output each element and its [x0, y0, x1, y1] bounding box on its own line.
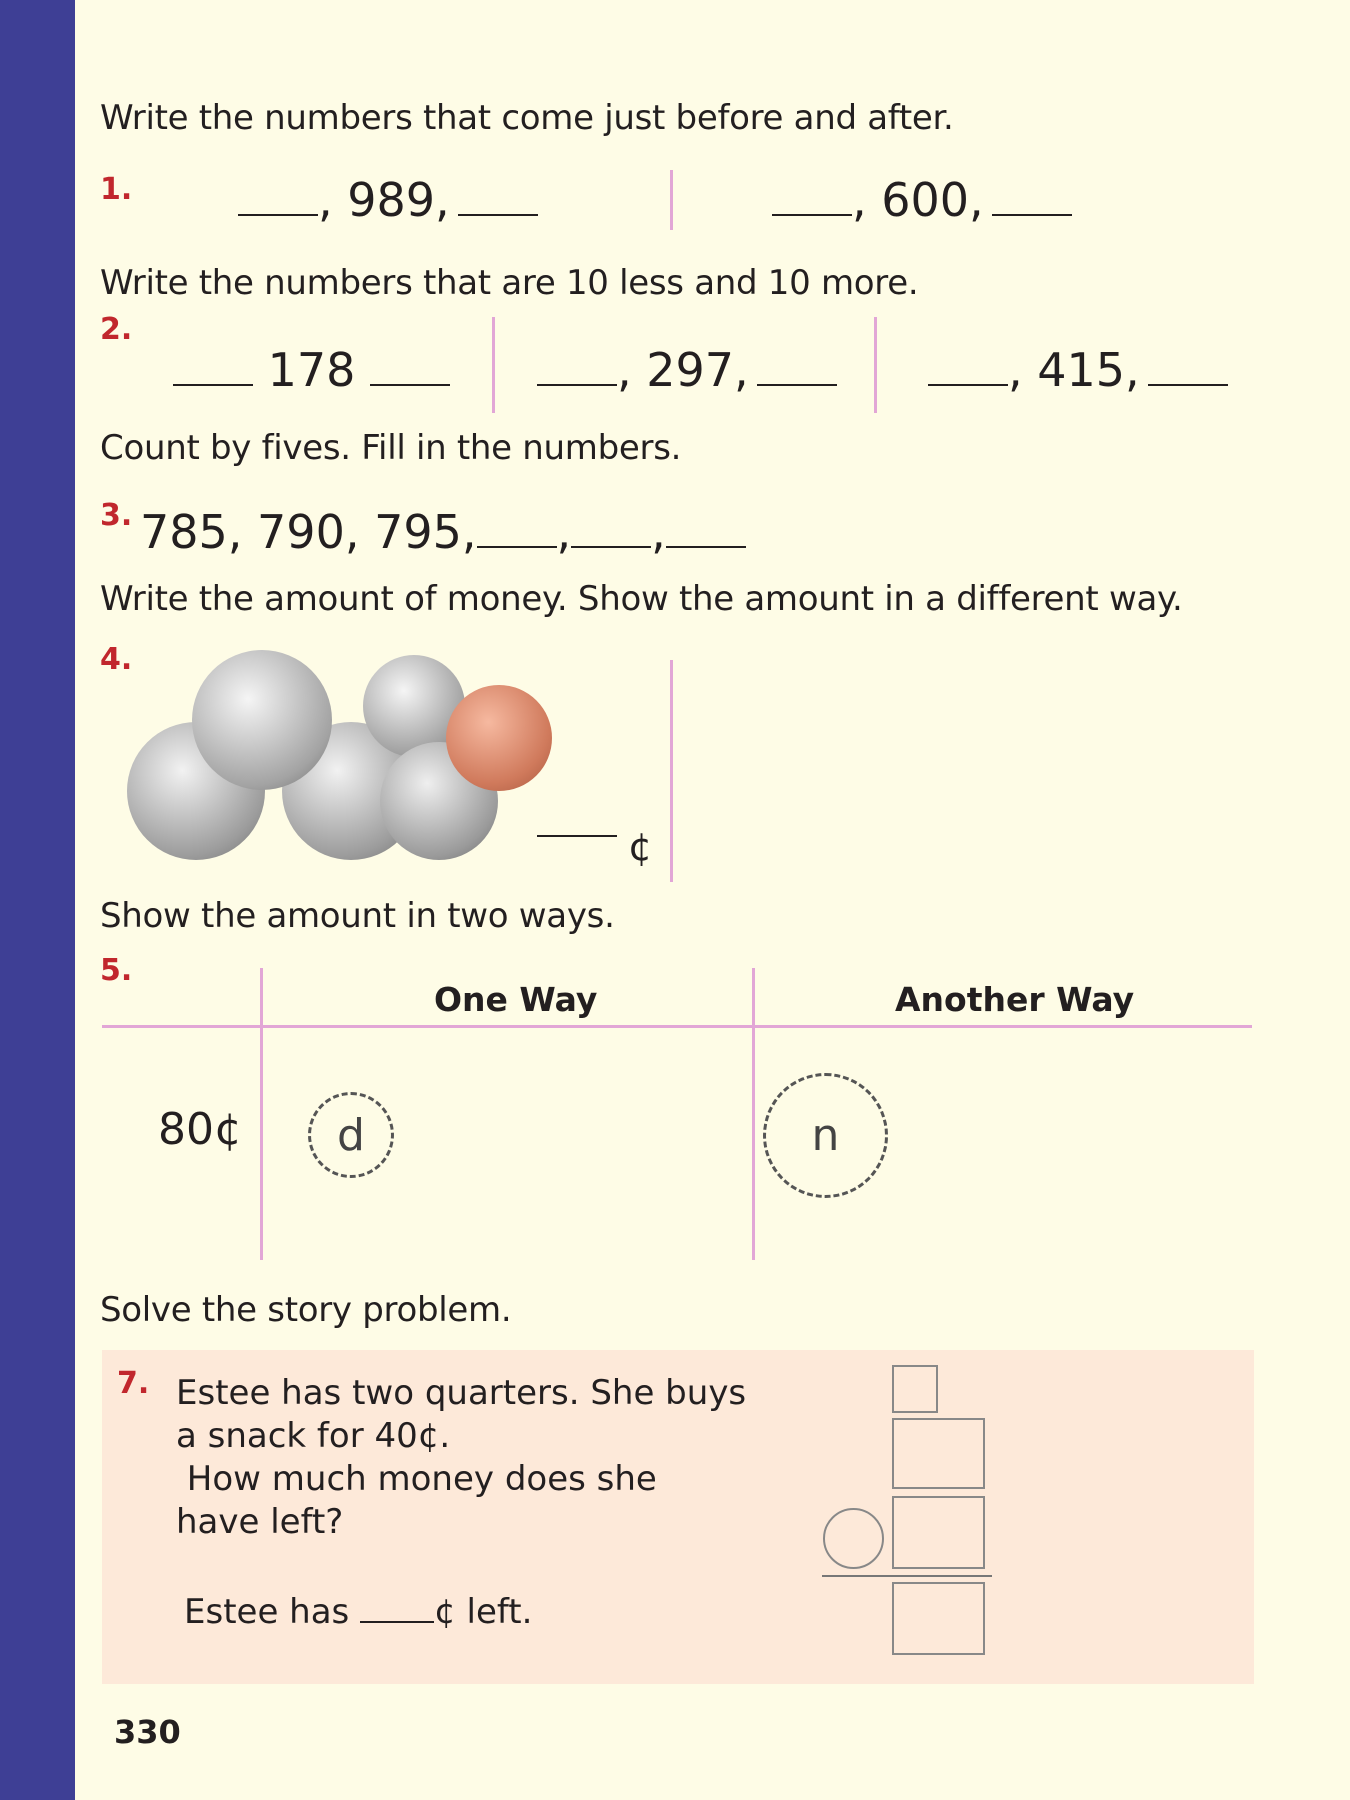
answer-blank[interactable] — [537, 382, 617, 386]
left-color-band — [0, 0, 75, 1800]
operation-circle[interactable] — [823, 1508, 884, 1569]
separator: , — [651, 505, 666, 559]
nickel-label: n — [811, 1110, 840, 1161]
separator: , — [556, 505, 572, 559]
quarter-coin — [192, 650, 332, 790]
cent-sign: ¢ — [628, 825, 653, 869]
work-box[interactable] — [892, 1418, 985, 1489]
count-sequence — [140, 505, 746, 559]
divider — [492, 317, 495, 413]
instruction-ten-less-more: Write the numbers that are 10 less and 10 more. — [100, 263, 919, 303]
answer-blank[interactable] — [666, 544, 746, 548]
divider — [670, 660, 673, 882]
problem-number-1: 1. — [100, 172, 133, 207]
answer-blank[interactable] — [772, 212, 852, 216]
item-415-text: , 415, — [1008, 343, 1140, 397]
item-178 — [173, 343, 450, 397]
story-line: a snack for 40¢. — [176, 1416, 451, 1456]
dime-circle — [308, 1092, 394, 1178]
problem-number-7: 7. — [117, 1366, 150, 1401]
work-box[interactable] — [892, 1496, 985, 1569]
answer-blank[interactable] — [928, 382, 1008, 386]
instruction-money: Write the amount of money. Show the amount in a different way. — [100, 579, 1183, 619]
page-number: 330 — [114, 1713, 181, 1751]
answer-blank[interactable] — [238, 212, 318, 216]
instruction-count-fives: Count by fives. Fill in the numbers. — [100, 428, 682, 468]
answer-blank[interactable] — [992, 212, 1072, 216]
dime-label: d — [337, 1109, 365, 1161]
divider — [874, 317, 877, 413]
problem-number-3: 3. — [100, 498, 133, 533]
answer-blank[interactable] — [173, 382, 253, 386]
answer-blank[interactable] — [571, 544, 651, 548]
instruction-two-ways: Show the amount in two ways. — [100, 896, 615, 936]
table-column-divider — [260, 968, 263, 1260]
story-line: How much money does she — [176, 1459, 657, 1499]
work-box-small[interactable] — [892, 1365, 938, 1413]
count-sequence-text: 785, 790, 795, — [140, 505, 477, 559]
story-text — [176, 1372, 746, 1544]
answer-prefix: Estee has — [184, 1592, 350, 1632]
answer-blank[interactable] — [757, 382, 837, 386]
column-header-another-way: Another Way — [895, 980, 1135, 1019]
equals-bar — [822, 1575, 992, 1577]
item-989-text: , 989, — [318, 173, 450, 227]
story-line: Estee has two quarters. She buys — [176, 1373, 747, 1413]
answer-suffix: ¢ left. — [434, 1592, 533, 1632]
story-line: have left? — [176, 1502, 344, 1542]
penny-coin — [446, 685, 552, 791]
table-column-divider — [752, 968, 755, 1260]
problem-number-2: 2. — [100, 312, 133, 347]
item-600-text: , 600, — [852, 173, 984, 227]
problem-number-5: 5. — [100, 953, 133, 988]
answer-blank[interactable] — [360, 1621, 434, 1623]
divider — [670, 170, 673, 230]
answer-blank[interactable] — [1148, 382, 1228, 386]
instruction-story: Solve the story problem. — [100, 1290, 512, 1330]
answer-blank[interactable] — [477, 544, 557, 548]
problem-number-4: 4. — [100, 642, 133, 677]
item-297-text: , 297, — [617, 343, 749, 397]
answer-blank[interactable] — [537, 835, 617, 837]
item-297 — [537, 343, 837, 397]
item-600 — [772, 173, 1072, 227]
column-header-one-way: One Way — [434, 980, 598, 1019]
item-178-text: 178 — [267, 343, 356, 397]
item-989 — [238, 173, 538, 227]
amount-80-cents: 80¢ — [158, 1104, 242, 1155]
table-header-rule — [102, 1025, 1252, 1028]
answer-blank[interactable] — [370, 382, 450, 386]
instruction-before-after: Write the numbers that come just before and after. — [100, 98, 954, 138]
nickel-circle — [763, 1073, 888, 1198]
item-415 — [928, 343, 1228, 397]
work-box[interactable] — [892, 1582, 985, 1655]
answer-blank[interactable] — [458, 212, 538, 216]
story-answer — [184, 1592, 532, 1632]
